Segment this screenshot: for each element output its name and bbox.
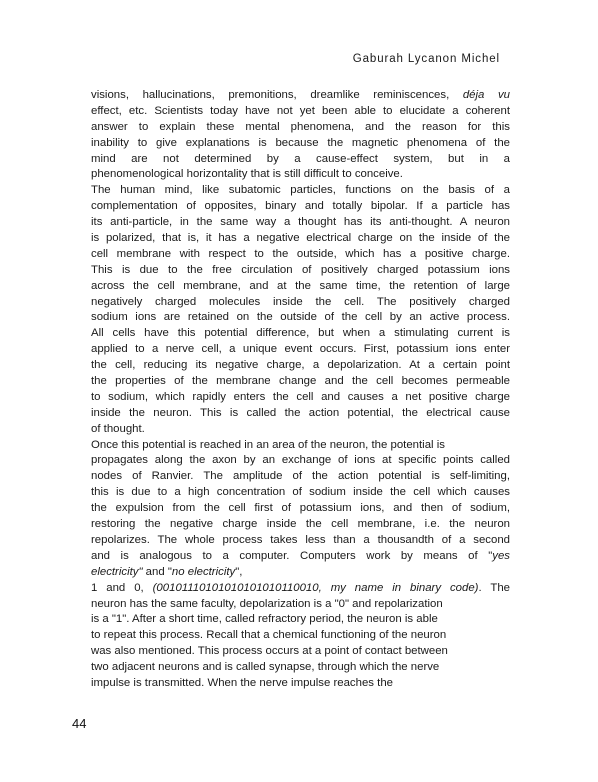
body-text <box>91 88 510 692</box>
body-line <box>91 644 510 660</box>
body-line <box>91 88 510 104</box>
line-text: is a "1". After a short time, called refractory period, the neuron is able <box>91 613 438 626</box>
body-line <box>91 215 510 231</box>
body-line <box>91 406 510 422</box>
line-text: across the cell membrane, and at the same time, the retention of large <box>91 279 510 292</box>
line-text: nodes of Ranvier. The amplitude of the action potential is self-limiting, <box>91 470 510 483</box>
body-line <box>91 326 510 342</box>
line-text: inability to give explanations is because the magnetic phenomena of the <box>91 136 510 149</box>
line-text: sodium ions are retained on the outside of the cell by an active process. <box>91 311 510 324</box>
line-text: this is due to a high concentration of sodium inside the cell which causes <box>91 486 510 499</box>
line-text: the properties of the membrane change and the cell becomes permeable <box>91 375 510 388</box>
line-text: to repeat this process. Recall that a chemical functioning of the neuron <box>91 629 447 642</box>
line-text: impulse is transmitted. When the nerve impulse reaches the <box>91 676 393 689</box>
body-line <box>91 358 510 374</box>
body-line <box>91 247 510 263</box>
line-text: All cells have this potential difference, but when a stimulating current is <box>91 327 510 340</box>
body-line <box>91 438 510 454</box>
body-line <box>91 167 510 183</box>
body-line <box>91 199 510 215</box>
body-line <box>91 517 510 533</box>
line-text: ", <box>235 565 243 578</box>
line-text: mind are not determined by a cause-effect system, but in a <box>91 152 510 165</box>
body-line <box>91 597 510 613</box>
line-text: This is due to the free circulation of positively charged potassium ions <box>91 263 510 276</box>
line-text: cell membrane with respect to the outside, which has a positive charge. <box>91 247 510 260</box>
line-text: propagates along the axon by an exchange of ions at specific points called <box>91 454 510 467</box>
body-line <box>91 533 510 549</box>
line-text: to sodium, which rapidly enters the cell and causes a net positive charge <box>91 390 510 403</box>
line-text: Once this potential is reached in an area of the neuron, the potential is <box>91 438 445 451</box>
body-line <box>91 581 510 597</box>
body-line <box>91 231 510 247</box>
line-text: . The <box>478 581 510 594</box>
body-line <box>91 565 510 581</box>
body-line <box>91 390 510 406</box>
running-head-author: Gaburah Lycanon Michel <box>352 53 500 65</box>
body-line <box>91 628 510 644</box>
italic-text: yes <box>492 549 510 562</box>
line-text: The human mind, like subatomic particles, functions on the basis of a <box>91 184 510 197</box>
italic-text: (00101110101010101010110010, my name in binary code) <box>152 581 479 594</box>
body-line <box>91 310 510 326</box>
line-text: is polarized, that is, it has a negative electrical charge on the inside of the <box>91 232 510 245</box>
line-text: negatively charged molecules inside the cell. The positively charged <box>91 295 510 308</box>
line-text: of thought. <box>91 422 145 435</box>
body-line <box>91 152 510 168</box>
body-line <box>91 469 510 485</box>
line-text: applied to a nerve cell, a unique event occurs. First, potassium ions enter <box>91 343 510 356</box>
body-line <box>91 453 510 469</box>
line-text: and " <box>142 565 172 578</box>
italic-text: electricity" <box>91 565 143 578</box>
body-line <box>91 120 510 136</box>
italic-text: déja vu <box>462 89 510 101</box>
body-line <box>91 501 510 517</box>
line-text: inside the neuron. This is called the action potential, the electrical cause <box>91 406 510 419</box>
line-text: restoring the negative charge inside the cell membrane, i.e. the neuron <box>91 518 510 531</box>
italic-text: no electricity <box>171 565 236 578</box>
body-line <box>91 104 510 120</box>
body-line <box>91 183 510 199</box>
body-line <box>91 295 510 311</box>
line-text: complementation of opposites, binary and totally bipolar. If a particle has <box>91 200 510 213</box>
line-text: 1 and 0, <box>91 581 153 594</box>
body-line <box>91 374 510 390</box>
line-text: its anti-particle, in the same way a thought has its anti-thought. A neuron <box>91 216 510 229</box>
body-line <box>91 136 510 152</box>
line-text: was also mentioned. This process occurs at a point of contact between <box>91 645 448 658</box>
body-line <box>91 279 510 295</box>
body-line <box>91 422 510 438</box>
line-text: the cell, reducing its negative charge, a depolarization. At a certain point <box>91 359 510 372</box>
body-line <box>91 612 510 628</box>
line-text: phenomenological horizontality that is still difficult to conceive. <box>91 168 403 181</box>
body-line <box>91 549 510 565</box>
body-line <box>91 660 510 676</box>
line-text: and is analogous to a computer. Computers work by means of " <box>91 549 493 562</box>
line-text: answer to explain these mental phenomena, and the reason for this <box>91 120 510 133</box>
body-line <box>91 342 510 358</box>
line-text: neuron has the same faculty, depolarization is a "0" and repolarization <box>91 597 443 610</box>
line-text: effect, etc. Scientists today have not yet been able to elucidate a coherent <box>91 104 510 117</box>
line-text: repolarizes. The whole process takes less than a thousandth of a second <box>91 533 510 546</box>
body-line <box>91 263 510 279</box>
page-number: 44 <box>72 716 87 731</box>
body-line <box>91 485 510 501</box>
line-text: visions, hallucinations, premonitions, dreamlike reminiscences, <box>91 89 463 101</box>
line-text: the expulsion from the cell first of potassium ions, and then of sodium, <box>91 502 510 515</box>
line-text: two adjacent neurons and is called synapse, through which the nerve <box>91 661 440 674</box>
body-line <box>91 676 510 692</box>
